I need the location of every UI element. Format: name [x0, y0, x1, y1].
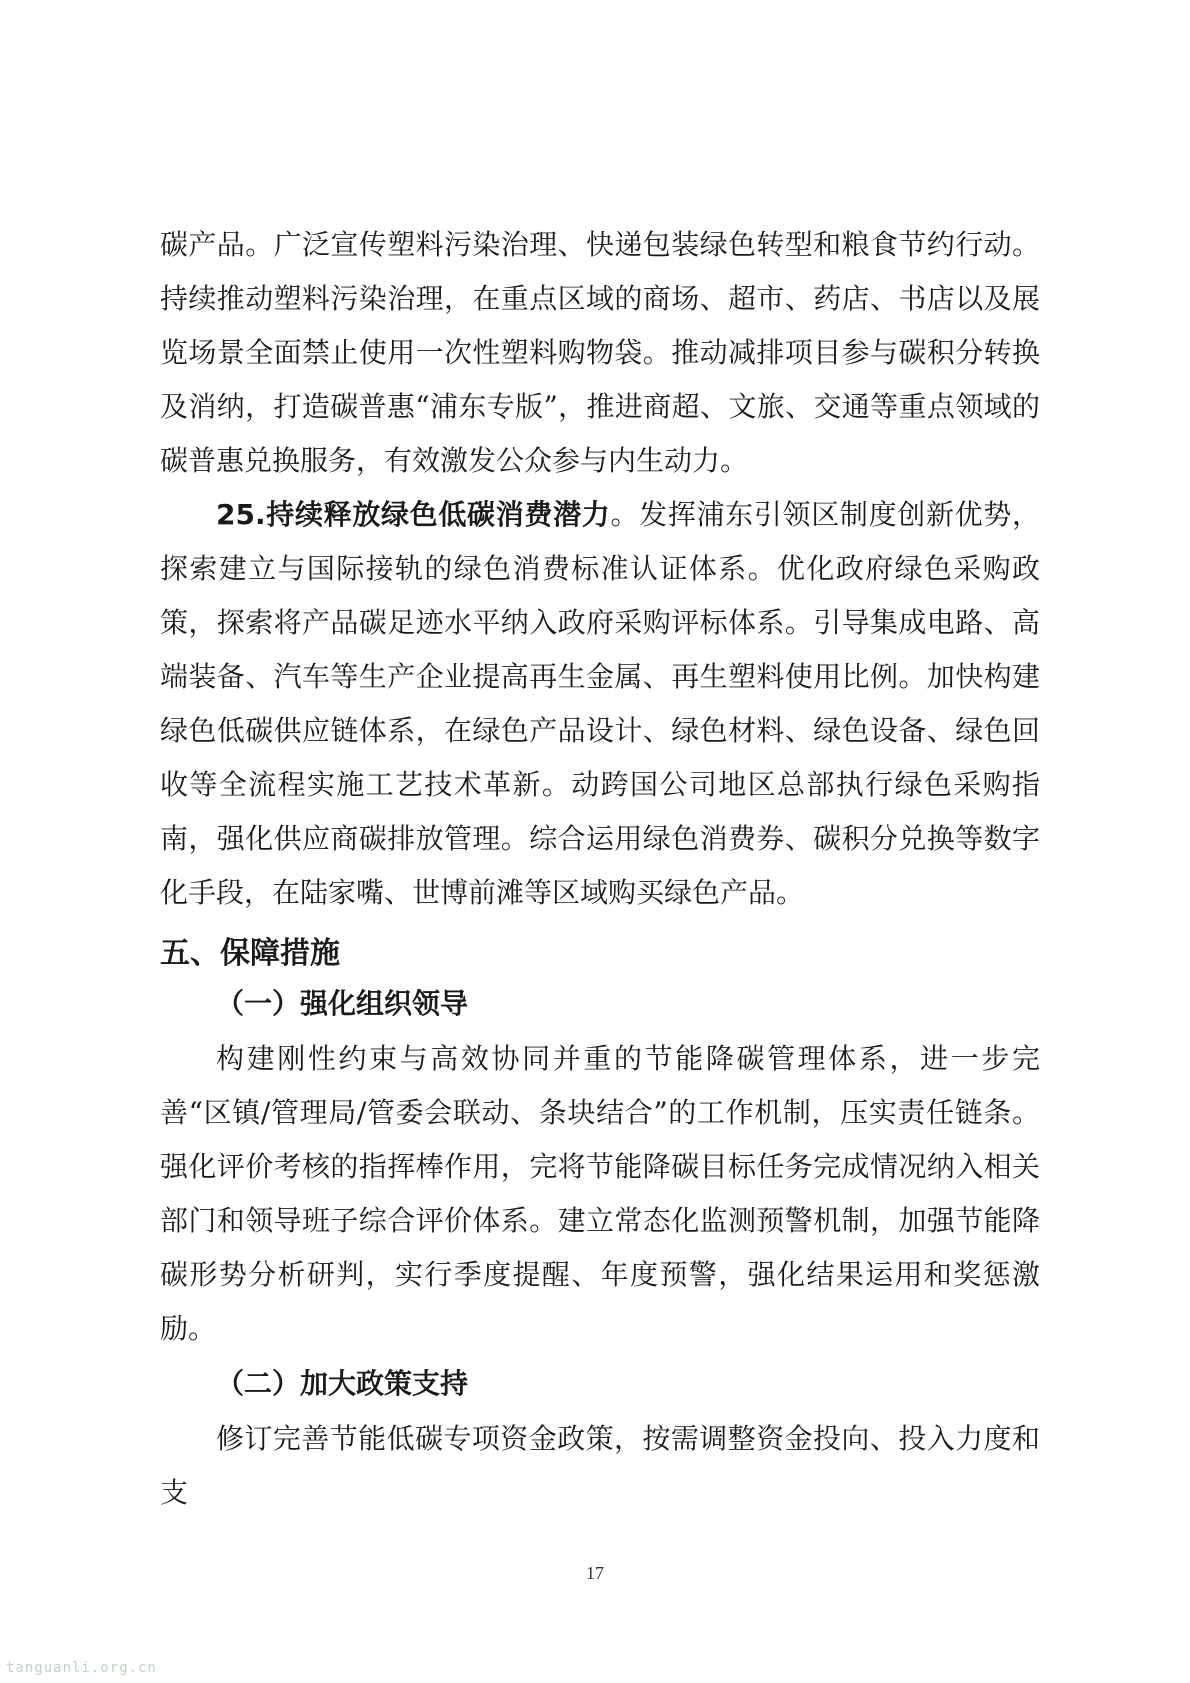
- subsection-heading-policy-support: （二）加大政策支持: [216, 1367, 469, 1400]
- item-25-heading: 25.持续释放绿色低碳消费潜力: [216, 498, 611, 531]
- item-25-body: 。发挥浦东引领区制度创新优势，探索建立与国际接轨的绿色消费标准认证体系。优化政府绿色采购政策，探索将产品碳足迹水平纳入政府采购评标体系。引导集成电路、高端装备、汽车等生产企业提高再生金属、再生塑料使用比例。加快构建绿色低碳供应链体系，在绿色产品设计、绿色材料、绿色设备、绿色回收等全流程实施工艺技术革新。动跨国公司地区总部执行绿色采购指南，强化供应商碳排放管理。综合运用绿色消费券、碳积分兑换等数字化手段，在陆家嘴、世博前滩等区域购买绿色产品。: [160, 498, 1040, 909]
- paragraph-consumption-promotion: 碳产品。广泛宣传塑料污染治理、快递包装绿色转型和粮食节约行动。持续推动塑料污染治理，在重点区域的商场、超市、药店、书店以及展览场景全面禁止使用一次性塑料购物袋。推动减排项目参与碳积分转换及消纳，打造碳普惠“浦东专版”，推进商超、文旅、交通等重点领域的碳普惠兑换服务，有效激发公众参与内生动力。: [160, 228, 1040, 477]
- page-number: 17: [586, 1563, 604, 1583]
- document-body: [160, 218, 1040, 1520]
- subsection-heading-organization: （一）强化组织领导: [216, 987, 469, 1020]
- section-heading-safeguards: 五、保障措施: [160, 936, 340, 971]
- site-watermark: tanguanli.org.cn: [6, 1660, 157, 1676]
- paragraph-policy-support: 修订完善节能低碳专项资金政策，按需调整资金投向、投入力度和支: [160, 1422, 1040, 1509]
- paragraph-organization: 构建刚性约束与高效协同并重的节能降碳管理体系，进一步完善“区镇/管理局/管委会联动、条块结合”的工作机制，压实责任链条。强化评价考核的指挥棒作用，完将节能降碳目标任务完成情况纳入相关部门和领导班子综合评价体系。建立常态化监测预警机制，加强节能降碳形势分析研判，实行季度提醒、年度预警，强化结果运用和奖惩激励。: [160, 1042, 1040, 1345]
- paragraph-item-25: [160, 488, 1040, 920]
